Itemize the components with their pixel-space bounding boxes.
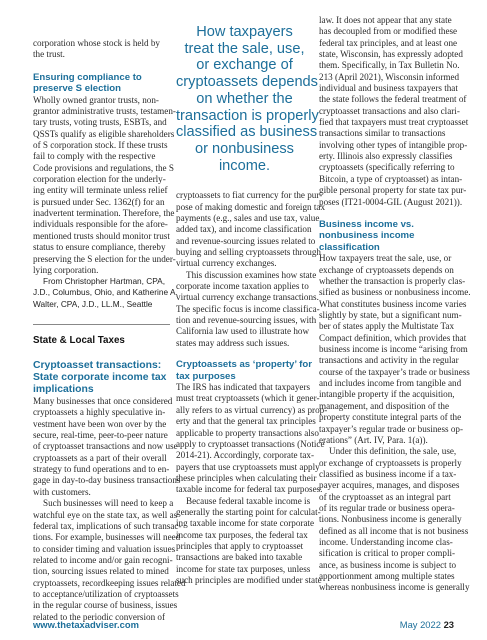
text-line: cryptoassets depends (176, 74, 318, 91)
text-line: buying and selling cryptoassets through (176, 247, 321, 258)
text-line: slightly by state, but a significant num- (319, 310, 462, 321)
text-line: cryptoasset transactions and also clari- (319, 105, 460, 116)
text-line: taxable income for federal tax purposes. (176, 484, 323, 495)
text-line: transactions and activity in the regular (319, 355, 459, 366)
text-line: of cryptoasset transactions and now use (33, 441, 178, 452)
text-line: of the cryptoasset as an integral part (319, 491, 451, 502)
text-line: apportionment among multiple states (319, 570, 455, 581)
footer-issue (400, 619, 454, 630)
column-2 (176, 24, 328, 586)
text-line: individual and business taxpayers that (319, 83, 458, 94)
text-line: the state follows the federal treatment of (319, 94, 467, 105)
text-line: classified as business income if a tax- (319, 468, 457, 479)
text-line: and revenue-sourcing issues related to (176, 235, 316, 246)
text-line: erations” (Art. IV, Para. 1(a)). (319, 434, 428, 445)
text-line: of S corporation stock. If these trusts (33, 140, 168, 151)
text-line: property constitute integral parts of the (319, 412, 462, 423)
text-line: classified as business (176, 124, 318, 141)
text-line: or exchange of cryptoassets is properly (319, 457, 462, 468)
text-line: exchange of cryptoassets depends on (319, 264, 454, 275)
text-line: income. Understanding income clas- (319, 536, 453, 547)
text-line: of its regular trade or business opera- (319, 502, 455, 513)
text-line: secure, real-time, peer-to-peer nature (33, 430, 168, 441)
text-line: gage in day-to-day business transactions (33, 475, 181, 486)
text-line: applicable to property transactions also (176, 427, 319, 438)
text-line: ing entity will terminate unless relief (33, 185, 168, 196)
text-line: management, and disposition of the (319, 400, 450, 411)
text-line: and includes income from tangible and (319, 378, 462, 389)
text-line: ber of states apply the Multistate Tax (319, 321, 455, 332)
col1-heading-cryptoasset (33, 360, 170, 396)
text-line: Because federal taxable income is (186, 495, 311, 506)
text-line: How taxpayers (196, 24, 293, 40)
text-line: watchful eye on the state tax, as well as (33, 509, 178, 520)
text-line: Ensuring compliance to (33, 71, 142, 83)
text-line: ing taxable income for state corporate (176, 518, 315, 529)
text-line: This discussion examines how state (186, 269, 317, 280)
text-line: classification (319, 241, 380, 253)
text-line: Bitcoin, a type of cryptoasset) as intan- (319, 173, 463, 184)
text-line: State corporate income tax (33, 372, 167, 384)
text-line: generally the starting point for calculat- (176, 506, 321, 517)
text-line: state, Wisconsin, has expressly adopted (319, 49, 463, 60)
text-line: defined as all income that is not business (319, 525, 469, 536)
col1-intro (33, 38, 170, 61)
text-line: to acceptance/utilization of cryptoassets (33, 588, 179, 599)
text-line: Wholly owned grantor trusts, non- (33, 94, 159, 105)
text-line: with customers. (33, 486, 91, 497)
text-line: fail to comply with the respective (33, 151, 156, 162)
text-line: payments (e.g., sales and use tax, value (176, 213, 320, 224)
text-line: sification is critical to proper compli- (319, 548, 456, 559)
col1-paragraph-3 (33, 498, 186, 623)
text-line: tions. Nonbusiness income is generally (319, 514, 462, 525)
footer-url[interactable]: www.thetaxadviser.com (33, 619, 139, 630)
text-line: What constitutes business income varies (319, 298, 467, 309)
text-line: cryptoassets (specifically referring to (319, 162, 455, 173)
text-line: pose of making domestic and foreign tax (176, 201, 326, 212)
text-line: California law used to illustrate how (176, 326, 310, 337)
text-line: virtual currency exchange transactions. (176, 292, 319, 303)
col1-heading-s-election (33, 72, 170, 95)
text-line: principles that apply to cryptoasset (176, 540, 304, 551)
text-line: Walter, CPA, J.D., LL.M., Seattle (33, 298, 153, 309)
text-line: them. Specifically, in Tax Bulletin No. (319, 60, 460, 71)
text-line: to consider timing and valuation issues (33, 543, 176, 554)
column-3 (319, 15, 471, 594)
text-line: tary trusts, voting trusts, ESBTs, and (33, 117, 167, 128)
text-line: erty and that the general tax principles (176, 416, 316, 427)
text-line: sified as business or nonbusiness income. (319, 287, 471, 298)
text-line: taxpayer’s regular trade or business op- (319, 423, 464, 434)
text-line: added tax), and income classification (176, 224, 312, 235)
text-line: Business income vs. (319, 218, 414, 230)
text-line: ance, as business income is subject to (319, 559, 457, 570)
text-line: QSSTs qualify as eligible shareholders (33, 128, 175, 139)
text-line: transaction is properly (176, 107, 319, 124)
footer-month: May 2022 (399, 619, 441, 630)
text-line: lying corporation. (33, 264, 99, 275)
text-line: poses (IT21-0004-GIL (August 2021)). (319, 196, 463, 207)
text-line: or nonbusiness (195, 140, 294, 157)
text-line: transactions similar to transactions (319, 128, 446, 139)
text-line: cryptoassets, recordkeeping issues related (33, 577, 186, 588)
text-line: The IRS has indicated that taxpayers (176, 382, 311, 393)
col2-paragraph-2 (176, 269, 320, 349)
text-line: cryptoassets to fiat currency for the pur- (176, 190, 323, 201)
text-line: must treat cryptoassets (which it gener- (176, 393, 320, 404)
text-line: Cryptoasset transactions: (33, 360, 162, 372)
text-line: vestment have been won over by the (33, 418, 167, 429)
text-line: federal tax principles, and at least one (319, 37, 458, 48)
col3-heading-business-income (319, 219, 456, 254)
text-line: on whether the (196, 90, 293, 107)
text-line: transactions are baked into taxable (176, 552, 303, 563)
col1-paragraph-2 (33, 396, 181, 498)
text-line: business income is income “arising from (319, 344, 468, 355)
col3-paragraph-3 (319, 446, 470, 593)
text-line: intangible property if the acquisition, (319, 389, 455, 400)
text-line: corporation election for the underly- (33, 174, 166, 185)
text-line: related to income and/or gain recogni- (33, 554, 173, 565)
col2-paragraph-3 (176, 382, 328, 495)
column-1 (33, 38, 186, 623)
text-line: 213 (April 2021), Wisconsin informed (319, 71, 460, 82)
text-line: these principles when calculating their (176, 472, 317, 483)
col1-paragraph-1 (33, 94, 176, 277)
text-line: 2014-21). Accordingly, corporate tax- (176, 450, 315, 461)
text-line: income. (218, 157, 271, 174)
text-line: or exchange of (196, 57, 293, 74)
text-line: virtual currency exchanges. (176, 258, 277, 269)
text-line: cryptoassets a highly speculative in- (33, 407, 166, 418)
text-line: Such businesses will need to keep a (43, 498, 174, 509)
text-line: Under this definition, the sale, use, (329, 446, 457, 457)
text-line: status to ensure compliance, thereby (33, 242, 166, 253)
text-line: inadvertent termination. Therefore, the (33, 208, 175, 219)
text-line: individuals responsible for the afore- (33, 219, 168, 230)
text-line: mentioned trusts should monitor trust (33, 230, 170, 241)
col3-paragraph-1 (319, 15, 469, 208)
col2-paragraph-1 (176, 190, 326, 269)
text-line: Cryptoassets as ‘property’ for (176, 359, 312, 371)
text-line: law. It does not appear that any state (319, 15, 452, 25)
text-line: payers that use cryptoassets must apply (176, 461, 320, 472)
text-line: such principles are modified under state (176, 574, 322, 585)
author-credit (33, 276, 178, 310)
text-line: treat the sale, use, (184, 40, 305, 57)
text-line: income tax purposes, the federal tax (176, 529, 308, 540)
text-line: corporate income taxation applies to (176, 281, 309, 292)
text-line: involving other types of intangible prop- (319, 139, 468, 150)
text-line: is pursued under Sec. 1362(f) for an (33, 196, 165, 207)
text-line: How taxpayers treat the sale, use, or (319, 253, 452, 264)
col2-paragraph-4 (176, 495, 322, 587)
text-line: Many businesses that once considered (33, 396, 173, 407)
section-title: State & Local Taxes (33, 335, 125, 347)
text-line: federal tax, implications of such transac- (33, 520, 182, 531)
text-line: Compact definition, which provides that (319, 332, 467, 343)
text-line: fied that taxpayers must treat cryptoasset (319, 117, 469, 128)
text-line: From Christopher Hartman, CPA, (43, 276, 166, 287)
page-number: 23 (443, 619, 454, 630)
text-line: tion, sourcing issues related to mined (33, 566, 169, 577)
text-line: in the regular course of business, issues (33, 600, 178, 611)
text-line: implications (33, 384, 94, 396)
text-line: J.D., Columbus, Ohio, and Katherine A. (33, 287, 178, 298)
text-line: erty. Illinois also expressly classifies (319, 151, 453, 162)
col2-heading-property (176, 359, 313, 382)
text-line: income for state tax purposes, unless (176, 563, 311, 574)
text-line: corporation whose stock is held by (33, 38, 160, 48)
text-line: has decoupled from or modified these (319, 26, 458, 37)
text-line: The specific focus is income classifica- (176, 303, 320, 314)
text-line: whether the transaction is properly clas- (319, 276, 466, 287)
text-line: the trust. (33, 49, 65, 60)
text-line: related to the periodic conversion of (33, 611, 166, 622)
text-line: strategy to fund operations and to en- (33, 464, 170, 475)
text-line: nonbusiness income (319, 230, 415, 242)
text-line: preserve S election (33, 83, 121, 95)
text-line: tions. For example, businesses will need (33, 532, 181, 543)
text-line: tion and revenue-sourcing issues, with (176, 315, 317, 326)
text-line: cryptoassets as a part of their overall (33, 452, 167, 463)
text-line: Code provisions and regulations, the S (33, 162, 174, 173)
text-line: payer acquires, manages, and disposes (319, 480, 460, 491)
text-line: states may address such issues. (176, 337, 290, 348)
text-line: apply to cryptoasset transactions (Notice (176, 438, 325, 449)
text-line: preserving the S election for the under- (33, 253, 176, 264)
col3-paragraph-2 (319, 253, 471, 446)
pull-quote (176, 24, 319, 174)
text-line: whereas nonbusiness income is generally (319, 582, 470, 593)
text-line: ally refers to as virtual currency) as prop- (176, 404, 328, 415)
text-line: grantor administrative trusts, testamen- (33, 106, 176, 117)
text-line: gible personal property for state tax pur- (319, 185, 467, 196)
text-line: course of the taxpayer’s trade or business (319, 366, 470, 377)
text-line: tax purposes (176, 370, 236, 382)
